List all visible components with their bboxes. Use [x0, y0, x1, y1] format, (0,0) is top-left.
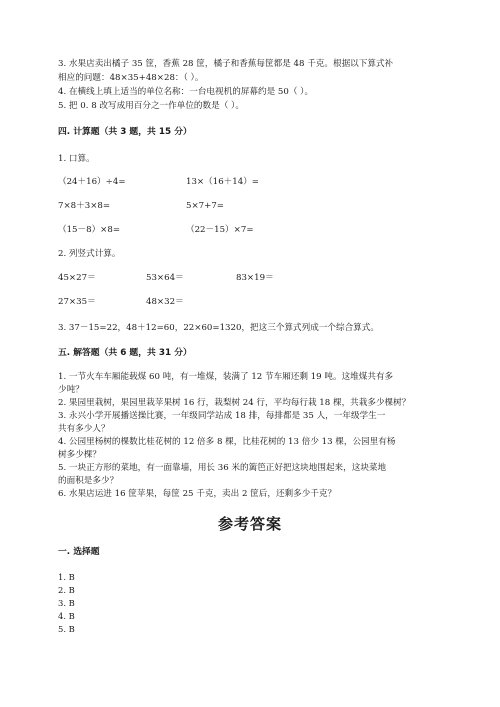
oral-calc-item: （22－15）×7= [186, 225, 254, 235]
section-heading-calculation: 四. 计算题（共 3 题，共 15 分） [58, 127, 192, 137]
word-problem-line: 3. 永兴小学开展播送操比赛，一年级同学站成 18 排，每排都是 35 人，一年级学生一 [58, 411, 386, 421]
word-problem-line: 树多少棵？ [58, 450, 101, 460]
word-problem-line: 共有多少人？ [58, 424, 110, 434]
vertical-calc-label: 2. 列竖式计算。 [58, 249, 121, 259]
oral-calc-item: （24＋16）÷4= [58, 177, 126, 187]
section-heading-word-problems: 五. 解答题（共 6 题，共 31 分） [58, 348, 192, 358]
answer-item: 2. B [58, 585, 75, 595]
oral-calc-item: 7×8＋3×8= [58, 201, 111, 211]
answer-item: 4. B [58, 611, 75, 621]
word-problem-line: 少吨？ [58, 385, 84, 395]
word-problem-line: 6. 水果店运进 16 筐苹果，每筐 25 千克，卖出 2 筐后，还剩多少千克？ [58, 489, 337, 499]
fill-blank-q3-line2: 相应的问题：48×35+48×28：（ ）。 [58, 73, 204, 83]
oral-calc-item: （15－8）×8= [58, 225, 121, 235]
answer-key-title: 参考答案 [217, 515, 282, 533]
fill-blank-q4: 4. 在横线上填上适当的单位名称：一台电视机的屏幕约是 50（ ）。 [58, 87, 314, 97]
word-problem-line: 5. 一块正方形的菜地，有一面靠墙，用长 36 米的篱笆正好把这块地围起来，这块菜地 [58, 463, 387, 473]
answer-item: 3. B [58, 598, 75, 608]
oral-calc-item: 13×（16＋14）= [186, 177, 259, 187]
answer-section-heading: 一. 选择题 [58, 547, 100, 557]
vertical-calc-item: 48×32＝ [146, 297, 184, 307]
word-problem-line: 的面积是多少？ [58, 476, 119, 486]
word-problem-line: 1. 一节火车车厢能载煤 60 吨，有一堆煤，装满了 12 节车厢还剩 19 吨。这堆煤共有多 [58, 372, 394, 382]
word-problem-line: 4. 公园里杨树的棵数比桂花树的 12 倍多 8 棵，比桂花树的 13 倍少 13 棵，公园里有杨 [58, 437, 396, 447]
answer-item: 5. B [58, 624, 75, 634]
fill-blank-q5: 5. 把 0. 8 改写成用百分之一作单位的数是（ ）。 [58, 101, 244, 111]
vertical-calc-item: 45×27＝ [58, 273, 96, 283]
oral-calc-item: 5×7+7= [186, 201, 225, 211]
vertical-calc-item: 53×64＝ [146, 273, 184, 283]
oral-calc-label: 1. 口算。 [58, 154, 95, 164]
combined-formula-question: 3. 37－15=22，48＋12=60，22×60=1320，把这三个算式列成一个综合算式。 [58, 323, 379, 333]
fill-blank-q3-line1: 3. 水果店卖出橘子 35 筐，香蕉 28 筐，橘子和香蕉每筐都是 48 千克。根据以下算式补 [58, 59, 394, 69]
word-problem-line: 2. 果园里栽树，果园里栽苹果树 16 行，栽梨树 24 行，平均每行栽 18 棵，共栽多少棵树？ [58, 398, 411, 408]
vertical-calc-item: 27×35＝ [58, 297, 96, 307]
vertical-calc-item: 83×19＝ [236, 273, 274, 283]
answer-item: 1. B [58, 572, 75, 582]
